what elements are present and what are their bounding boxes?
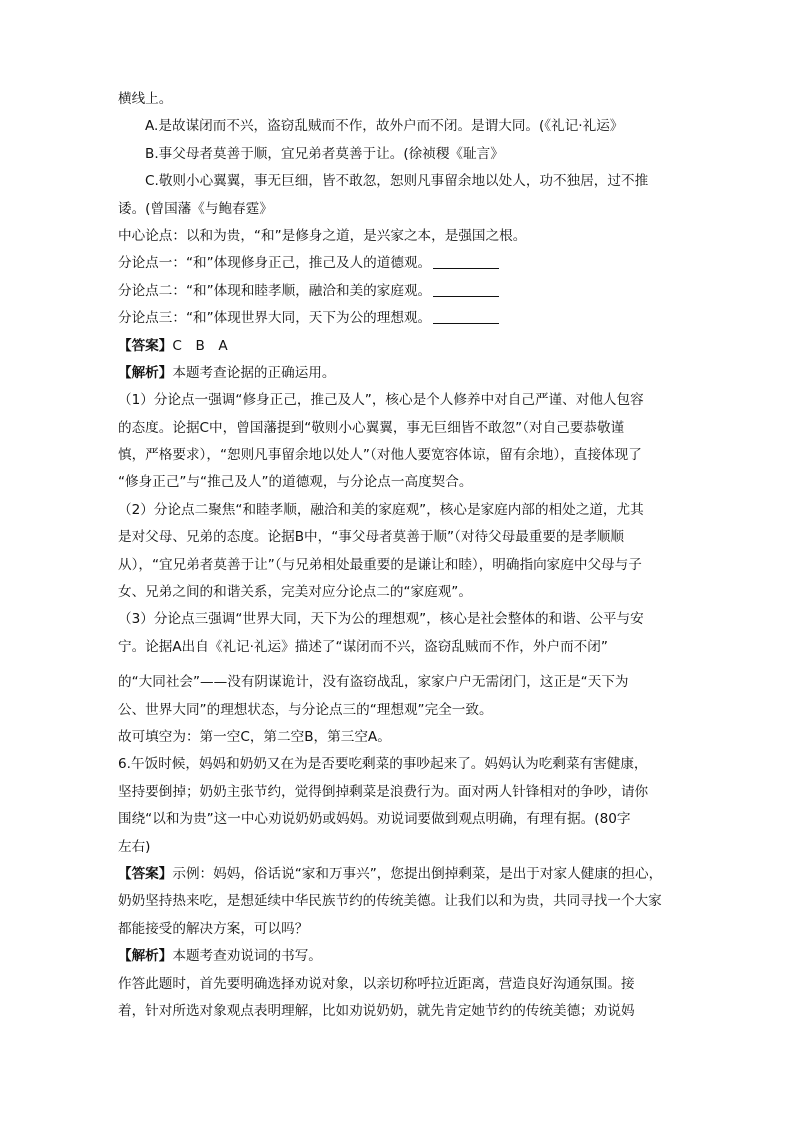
text-line: 宁。论据A出自《礼记·礼运》描述了“谋闭而不兴，盗窃乱贼而不作，外户而不闭” bbox=[118, 638, 608, 655]
analysis-tag: 【解析】 bbox=[118, 364, 173, 381]
text-line: （3）分论点三强调“世界大同，天下为公的理想观”，核心是社会整体的和谐、公平与安 bbox=[118, 611, 644, 628]
analysis-line: 【解析】本题考查劝说词的书写。 bbox=[118, 948, 322, 965]
answer-tag: 【答案】 bbox=[118, 337, 173, 354]
sub-argument-1: 分论点一：“和”体现修身正己，推己及人的道德观。 bbox=[118, 250, 678, 277]
text-line: 故可填空为：第一空C，第二空B，第三空A。 bbox=[118, 728, 391, 745]
analysis-line: 【解析】本题考查论据的正确运用。 bbox=[118, 364, 336, 381]
text-line: （1）分论点一强调“修身正己，推己及人”，核心是个人修养中对自己严谨、对他人包容 bbox=[118, 392, 644, 409]
text-line: 慎，严格要求），“恕则凡事留余地以处人”（对他人要宽容体谅，留有余地），直接体现了 bbox=[118, 447, 642, 464]
text-line: 都能接受的解决方案，可以吗？ bbox=[118, 920, 309, 937]
text-line: 左右) bbox=[118, 838, 151, 855]
text-line: 是对父母、兄弟的态度。论据B中，“事父母者莫善于顺”（对待父母最重要的是孝顺顺 bbox=[118, 529, 624, 546]
text-line: 围绕“以和为贵”这一中心劝说奶奶或妈妈。劝说词要做到观点明确，有理有据。(80字 bbox=[118, 811, 631, 828]
central-argument: 中心论点：以和为贵，“和”是修身之道，是兴家之本，是强国之根。 bbox=[118, 227, 527, 244]
sub-argument-3: 分论点三：“和”体现世界大同，天下为公的理想观。 bbox=[118, 305, 678, 332]
answer-tag: 【答案】 bbox=[118, 865, 173, 882]
answer-line: 【答案】C B A bbox=[118, 337, 228, 354]
text-line: 诿。(曾国藩《与鲍春霆》 bbox=[118, 200, 273, 217]
question-6: 6.午饭时候，妈妈和奶奶又在为是否要吃剩菜的事吵起来了。妈妈认为吃剩菜有害健康， bbox=[118, 756, 648, 773]
option-c: C.敬则小心翼翼，事无巨细，皆不敢忽，恕则凡事留余地以处人，功不独居，过不推 bbox=[145, 173, 649, 190]
document-page bbox=[118, 86, 678, 1025]
text-line: 奶奶坚持热来吃，是想延续中华民族节约的传统美德。让我们以和为贵，共同寻找一个大家 bbox=[118, 893, 662, 910]
text-line: 横线上。 bbox=[118, 91, 173, 107]
text-line: （2）分论点二聚焦“和睦孝顺，融洽和美的家庭观”，核心是家庭内部的相处之道，尤其 bbox=[118, 501, 644, 518]
answer-blank bbox=[433, 309, 499, 324]
answer-blank bbox=[433, 282, 499, 297]
text-line: 坚持要倒掉；奶奶主张节约，觉得倒掉剩菜是浪费行为。面对两人针锋相对的争吵，请你 bbox=[118, 783, 649, 800]
text-line: 的态度。论据C中，曾国藩提到“敬则小心翼翼，事无巨细皆不敢忽”（对自己要恭敬谨 bbox=[118, 419, 625, 436]
text-line: 女、兄弟之间的和谐关系，完美对应分论点二的“家庭观”。 bbox=[118, 584, 472, 601]
option-a: A.是故谋闭而不兴，盗窃乱贼而不作，故外户而不闭。是谓大同。(《礼记·礼运》 bbox=[145, 118, 624, 135]
option-b: B.事父母者莫善于顺，宜兄弟者莫善于让。(徐祯稷《耻言》 bbox=[145, 145, 504, 162]
answer-blank bbox=[433, 254, 499, 269]
text-line: 的“大同社会”——没有阴谋诡计，没有盗窃战乱，家家户户无需闭门，这正是“天下为 bbox=[118, 674, 629, 691]
text-line: “修身正己”与“推己及人”的道德观，与分论点一高度契合。 bbox=[118, 474, 473, 491]
analysis-tag: 【解析】 bbox=[118, 948, 173, 965]
text-line: 从），“宜兄弟者莫善于让”（与兄弟相处最重要的是谦让和睦），明确指向家庭中父母与子 bbox=[118, 556, 642, 573]
text-line: 作答此题时，首先要明确选择劝说对象，以亲切称呼拉近距离，营造良好沟通氛围。接 bbox=[118, 975, 635, 992]
answer-line: 【答案】示例：妈妈，俗话说“家和万事兴”，您提出倒掉剩菜，是出于对家人健康的担心， bbox=[118, 865, 663, 882]
sub-argument-2: 分论点二：“和”体现和睦孝顺，融洽和美的家庭观。 bbox=[118, 278, 678, 305]
text-line: 着，针对所选对象观点表明理解，比如劝说奶奶，就先肯定她节约的传统美德；劝说妈 bbox=[118, 1002, 635, 1019]
text-line: 公、世界大同”的理想状态，与分论点三的“理想观”完全一致。 bbox=[118, 701, 493, 718]
